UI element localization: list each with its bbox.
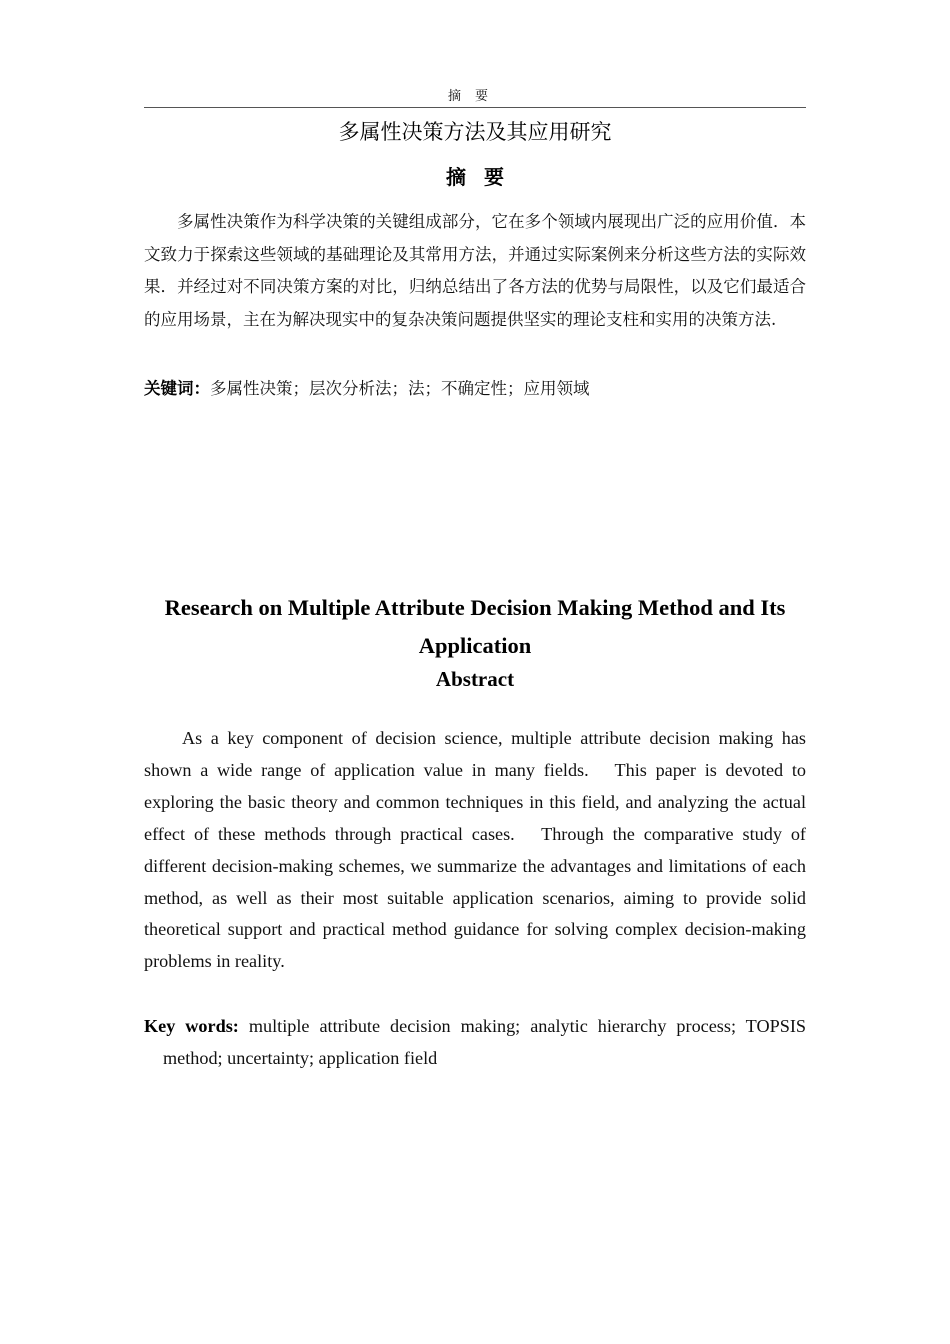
english-abstract-body (144, 723, 811, 978)
english-keywords (144, 1010, 806, 1074)
english-keywords-label: Key words: (144, 1016, 239, 1036)
chinese-keywords-label: 关键词： (144, 379, 210, 398)
header-rule (144, 107, 806, 108)
english-keywords-list: multiple attribute decision making; analytic hierarchy process; TOPSIS method; uncertainty; application field (163, 1016, 806, 1068)
english-title: Research on Multiple Attribute Decision Making Method and Its Application (164, 595, 786, 658)
chinese-abstract-paragraph: 多属性决策作为科学决策的关键组成部分，它在多个领域内展现出广泛的应用价值．本文致力于探索这些领域的基础理论及其常用方法，并通过实际案例来分析这些方法的实际效果．并经过对不同决策方案的对比，归纳总结出了各方法的优势与局限性，以及它们最适合的应用场景，主在为解决现实中的复杂决策问题提供坚实的理论支柱和实用的决策方法. (144, 212, 806, 329)
chinese-keywords (144, 374, 806, 404)
running-header: 摘要 (447, 89, 502, 104)
chinese-keywords-list: 多属性决策；层次分析法；法；不确定性；应用领域 (210, 379, 590, 398)
english-abstract-paragraph: As a key component of decision science, multiple attribute decision making has shown a wide range of application value in many fields. This paper is devoted to exploring the basic theory and common techniques in this field, and analyzing the actual effect of these methods through practical cases. Through the comparative study of different decision-making schemes, we summarize the advantages and limitations of each method, as well as their most suitable application scenarios, aiming to provide solid theoretical support and practical method guidance for solving complex decision-making problems in reality. (144, 728, 811, 972)
english-abstract-heading: Abstract (435, 667, 515, 691)
chinese-abstract-body (144, 206, 806, 336)
chinese-abstract-heading: 摘要 (446, 165, 522, 189)
chinese-title: 多属性决策方法及其应用研究 (338, 120, 612, 144)
